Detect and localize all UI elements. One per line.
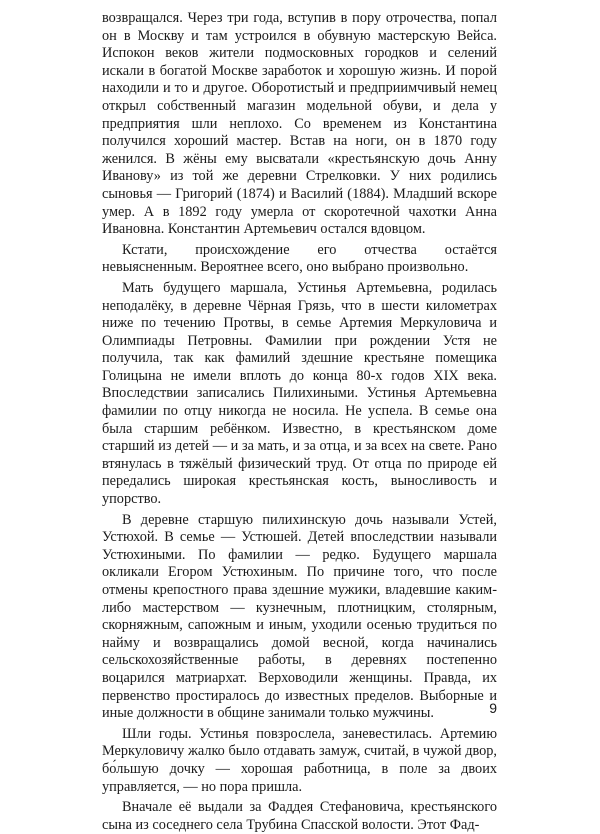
paragraph: Вначале её выдали за Фаддея Стефановича, крестьянского сына из соседнего села Трубина Спасской волости. Этот Фад- xyxy=(102,799,497,833)
paragraph: Шли годы. Устинья повзрослела, заневестилась. Артемию Меркуловичу жалко было отдавать замуж, считай, в чужой двор, бо́льшую дочку — хорошая работница, в поле за двоих управляется, — но пора пришла. xyxy=(102,725,497,795)
paragraph: Кстати, происхождение его отчества остаётся невыясненным. Вероятнее всего, оно выбрано произвольно. xyxy=(102,241,497,276)
paragraph: В деревне старшую пилихинскую дочь называли Устей, Устюхой. В семье — Устюшей. Детей впоследствии называли Устюхиными. По фамилии — редко. Будущего маршала окликали Егором Устюхиным. По причине того, что после отмены крепостного права здешние мужики, владевшие каким-либо мастерством — кузнечным, плотницким, столярным, скорняжным, сапожным и иным, уходили осенью трудиться по найму и возвращались домой весной, когда начинались сельскохозяйственные работы, в деревнях постепенно воцарился матриархат. Верховодили женщины. Правда, их первенство простиралось до известных пределов. Выборные и иные должности в общине занимали только мужчины. xyxy=(102,511,497,722)
body-text xyxy=(102,10,497,834)
page-number: 9 xyxy=(489,700,497,716)
paragraph: возвращался. Через три года, вступив в пору отрочества, попал он в Москву и там устроился в обувную мастерскую Вейса. Испокон веков жители подмосковных городков и селений искали в богатой Москве заработок и хорошую жизнь. И порой находили и то и другое. Оборотистый и предприимчивый немец открыл собственный магазин модельной обуви, и дела у предприятия шли неплохо. Со временем из Константина получился хороший мастер. Встав на ноги, он в 1870 году женился. В жёны ему высватали «крестьянскую дочь Анну Иванову» из той же деревни Стрелковки. У них родились сыновья — Григорий (1874) и Василий (1884). Младший вскоре умер. А в 1892 году умерла от скоротечной чахотки Анна Ивановна. Константин Артемьевич остался вдовцом. xyxy=(102,10,497,238)
paragraph: Мать будущего маршала, Устинья Артемьевна, родилась неподалёку, в деревне Чёрная Грязь, что в шести километрах ниже по течению Протвы, в семье Артемия Меркуловича и Олимпиады Петровны. Фамилии при рождении Устя не получила, так как фамилий здешние крестьяне помещика Голицына не имели вплоть до конца 80-х годов XIX века. Впоследствии записались Пилихиными. Устинья Артемьевна фамилии по отцу никогда не носила. Не успела. В семье она была старшим ребёнком. Известно, в крестьянском доме старший из детей — и за мать, и за отца, и за всех на свете. Рано втянулась в тяжёлый физический труд. От отца по природе ей передались широкая крестьянская кость, выносливость и упорство. xyxy=(102,279,497,508)
